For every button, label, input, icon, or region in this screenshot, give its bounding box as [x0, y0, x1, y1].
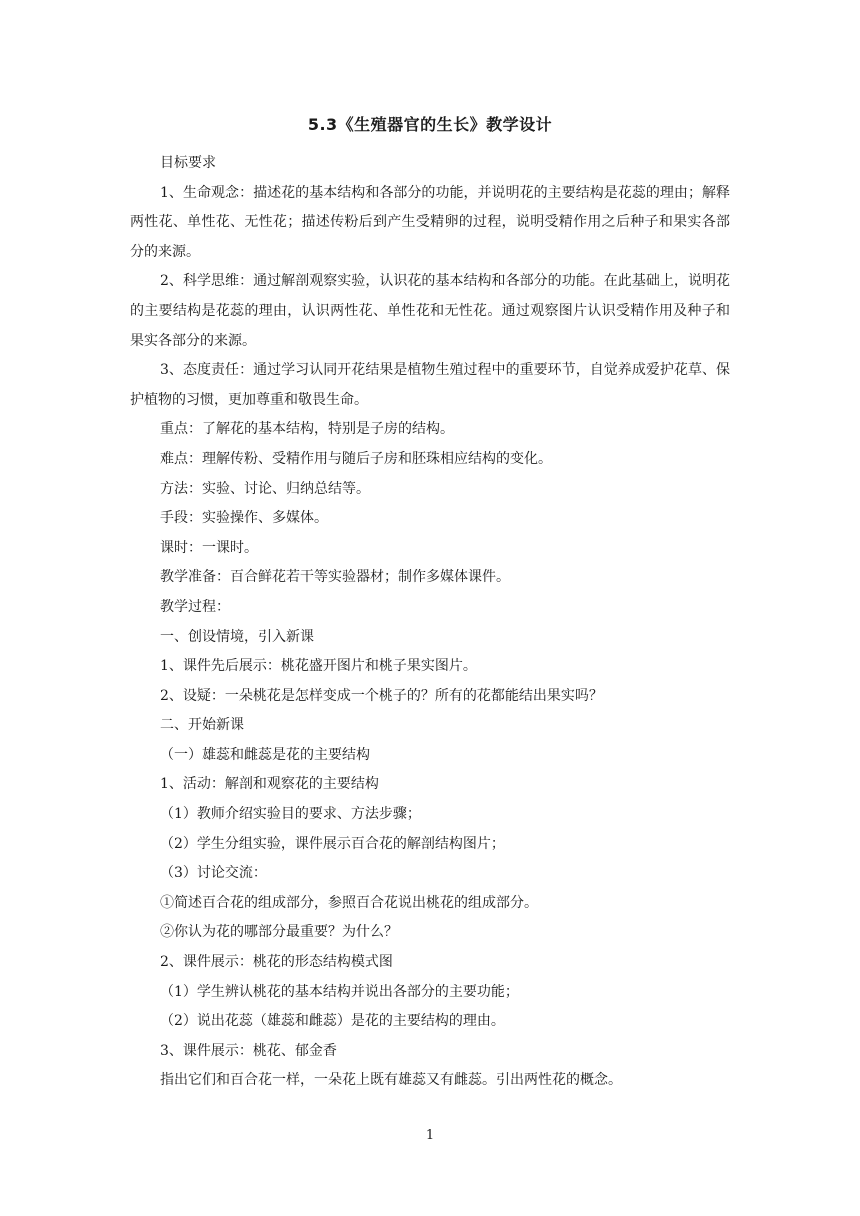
- paragraph: 1、生命观念：描述花的基本结构和各部分的功能，并说明花的主要结构是花蕊的理由；解释两性花、单性花、无性花；描述传粉后到产生受精卵的过程，说明受精作用之后种子和果实各部分的来源。: [130, 184, 730, 260]
- paragraph: （3）讨论交流：: [160, 865, 267, 882]
- document-title: 5.3《生殖器官的生长》教学设计: [307, 115, 553, 134]
- document-body: [130, 149, 730, 1096]
- paragraph: （1）教师介绍实验目的要求、方法步骤；: [160, 806, 421, 823]
- paragraph: 3、态度责任：通过学习认同开花结果是植物生殖过程中的重要环节，自觉养成爱护花草、保护植物的习惯，更加尊重和敬畏生命。: [130, 362, 730, 408]
- paragraph: 教学过程：: [160, 598, 230, 615]
- paragraph: 1、课件先后展示：桃花盛开图片和桃子果实图片。: [160, 658, 477, 675]
- paragraph: 2、课件展示：桃花的形态结构模式图: [160, 954, 393, 971]
- paragraph: 3、课件展示：桃花、郁金香: [160, 1042, 337, 1059]
- paragraph: （一）雄蕊和雌蕊是花的主要结构: [160, 746, 370, 763]
- paragraph: ②你认为花的哪部分最重要？为什么？: [160, 924, 398, 941]
- paragraph: 重点：了解花的基本结构，特别是子房的结构。: [160, 421, 454, 438]
- paragraph: 手段：实验操作、多媒体。: [160, 510, 328, 527]
- paragraph: （2）学生分组实验，课件展示百合花的解剖结构图片；: [160, 835, 505, 852]
- paragraph: ①简述百合花的组成部分，参照百合花说出桃花的组成部分。: [160, 894, 538, 911]
- paragraph: 课时：一课时。: [160, 539, 258, 556]
- page-number: 1: [425, 1128, 435, 1143]
- paragraph: 方法：实验、讨论、归纳总结等。: [160, 480, 370, 497]
- paragraph: 目标要求: [160, 155, 216, 171]
- paragraph: 教学准备：百合鲜花若干等实验器材；制作多媒体课件。: [160, 569, 510, 586]
- paragraph: 指出它们和百合花一样，一朵花上既有雄蕊又有雌蕊。引出两性花的概念。: [160, 1072, 622, 1089]
- paragraph: 难点：理解传粉、受精作用与随后子房和胚珠相应结构的变化。: [160, 450, 552, 467]
- paragraph: 二、开始新课: [160, 717, 244, 734]
- paragraph: 一、创设情境，引入新课: [160, 628, 314, 645]
- paragraph: （2）说出花蕊（雄蕊和雌蕊）是花的主要结构的理由。: [160, 1013, 505, 1030]
- paragraph: 2、设疑：一朵桃花是怎样变成一个桃子的？所有的花都能结出果实吗？: [160, 687, 603, 704]
- paragraph: 2、科学思维：通过解剖观察实验，认识花的基本结构和各部分的功能。在此基础上，说明花的主要结构是花蕊的理由，认识两性花、单性花和无性花。通过观察图片认识受精作用及种子和果实各部分的来源。: [130, 273, 730, 349]
- paragraph: 1、活动：解剖和观察花的主要结构: [160, 776, 379, 793]
- paragraph: （1）学生辨认桃花的基本结构并说出各部分的主要功能；: [160, 983, 519, 1000]
